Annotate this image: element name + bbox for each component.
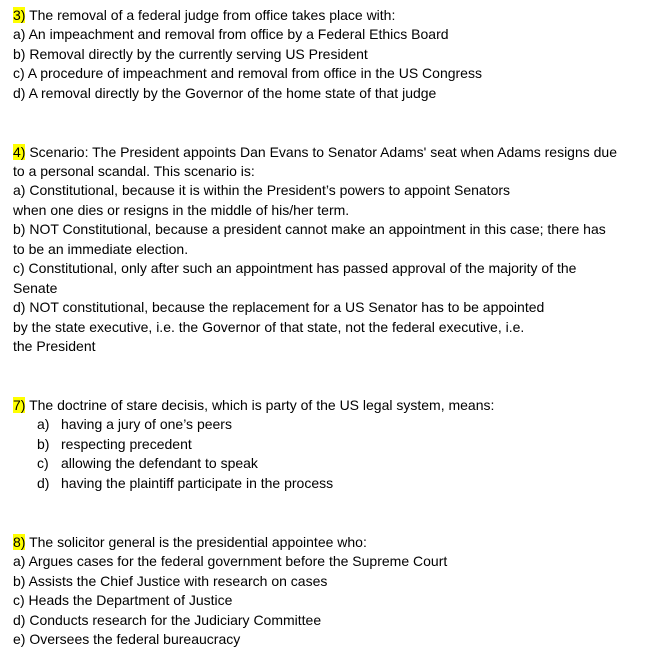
q8-option-c: c) Heads the Department of Justice (13, 592, 233, 608)
q3-number: 3) (13, 7, 26, 23)
q7-option-letter: d) (37, 475, 50, 491)
q7-option-letter: b) (37, 436, 50, 452)
q3-question-text: The removal of a federal judge from office takes place with: (25, 7, 396, 23)
q8-question (13, 533, 367, 552)
q7-option-text: having a jury of one’s peers (61, 416, 232, 432)
q3-question (13, 6, 395, 25)
q4-question-text: Scenario: The President appoints Dan Evans to Senator Adams' seat when Adams resigns due (25, 144, 617, 160)
q4-line: Senate (13, 280, 58, 296)
q4-line: c) Constitutional, only after such an appointment has passed approval of the majority of the (13, 260, 577, 276)
q7-number: 7) (13, 397, 26, 413)
q4-line: a) Constitutional, because it is within the President’s powers to appoint Senators (13, 182, 511, 198)
q7-question-text: The doctrine of stare decisis, which is party of the US legal system, means: (25, 397, 495, 413)
q7-option-letter: a) (37, 416, 50, 432)
q3-option-d: d) A removal directly by the Governor of the home state of that judge (13, 85, 437, 101)
q3-option-b: b) Removal directly by the currently serving US President (13, 46, 368, 62)
q4-question-line1 (13, 143, 617, 162)
q4-line: by the state executive, i.e. the Governor of that state, not the federal executive, i.e. (13, 319, 525, 335)
q8-question-text: The solicitor general is the presidential appointee who: (25, 534, 367, 550)
q3-option-c: c) A procedure of impeachment and removal from office in the US Congress (13, 65, 482, 81)
q8-option-e: e) Oversees the federal bureaucracy (13, 631, 241, 647)
q7-option-text: respecting precedent (61, 436, 192, 452)
q8-option-b: b) Assists the Chief Justice with research on cases (13, 573, 328, 589)
q7-option-letter: c) (37, 455, 49, 471)
q8-option-a: a) Argues cases for the federal government before the Supreme Court (13, 553, 448, 569)
q4-line: when one dies or resigns in the middle of his/her term. (13, 202, 350, 218)
q7-question (13, 396, 494, 415)
q7-option-text: allowing the defendant to speak (61, 455, 258, 471)
q4-line: b) NOT Constitutional, because a president cannot make an appointment in this case; there has (13, 221, 606, 237)
q8-option-d: d) Conducts research for the Judiciary Committee (13, 612, 322, 628)
q4-line: d) NOT constitutional, because the replacement for a US Senator has to be appointed (13, 299, 545, 315)
q7-option-text: having the plaintiff participate in the process (61, 475, 334, 491)
q4-question-line2: to a personal scandal. This scenario is: (13, 163, 255, 179)
q4-number: 4) (13, 144, 26, 160)
q4-line: the President (13, 338, 96, 354)
q4-line: to be an immediate election. (13, 241, 189, 257)
q8-number: 8) (13, 534, 26, 550)
q3-option-a: a) An impeachment and removal from office by a Federal Ethics Board (13, 26, 449, 42)
